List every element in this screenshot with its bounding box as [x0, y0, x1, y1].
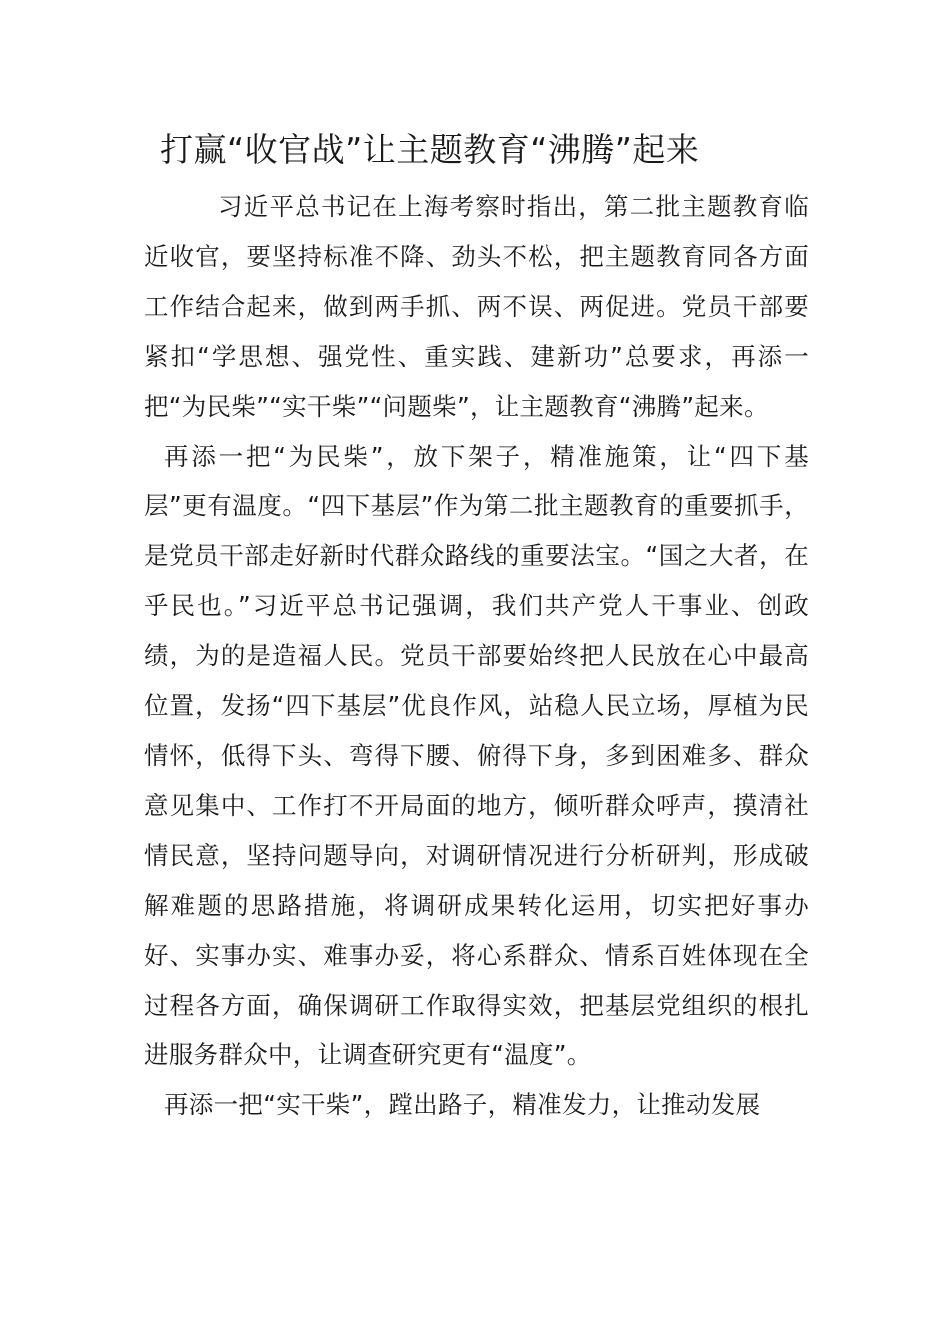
- document-body: [144, 182, 809, 1130]
- paragraph-intro: 习近平总书记在上海考察时指出，第二批主题教育临近收官，要坚持标准不降、劲头不松，把主题教育同各方面工作结合起来，做到两手抓、两不误、两促进。党员干部要紧扣“学思想、强党性、重实践、建新功”总要求，再添一把“为民柴”“实干柴”“问题柴”，让主题教育“沸腾”起来。: [144, 192, 809, 421]
- document-title: 打赢“收官战”让主题教育“沸腾”起来: [160, 130, 700, 169]
- paragraph-shigan: 再添一把“实干柴”，蹚出路子，精准发力，让推动发展: [164, 1090, 761, 1120]
- paragraph-weimin: 再添一把“为民柴”，放下架子，精准施策，让“四下基层”更有温度。“四下基层”作为第二批主题教育的重要抓手，是党员干部走好新时代群众路线的重要法宝。“国之大者，在乎民也。”习近平总书记强调，我们共产党人干事业、创政绩，为的是造福人民。党员干部要始终把人民放在心中最高位置，发扬“四下基层”优良作风，站稳人民立场，厚植为民情怀，低得下头、弯得下腰、俯得下身，多到困难多、群众意见集中、工作打不开局面的地方，倾听群众呼声，摸清社情民意，坚持问题导向，对调研情况进行分析研判，形成破解难题的思路措施，将调研成果转化运用，切实把好事办好、实事办实、难事办妥，将心系群众、情系百姓体现在全过程各方面，确保调研工作取得实效，把基层党组织的根扎进服务群众中，让调查研究更有“温度”。: [144, 441, 809, 1070]
